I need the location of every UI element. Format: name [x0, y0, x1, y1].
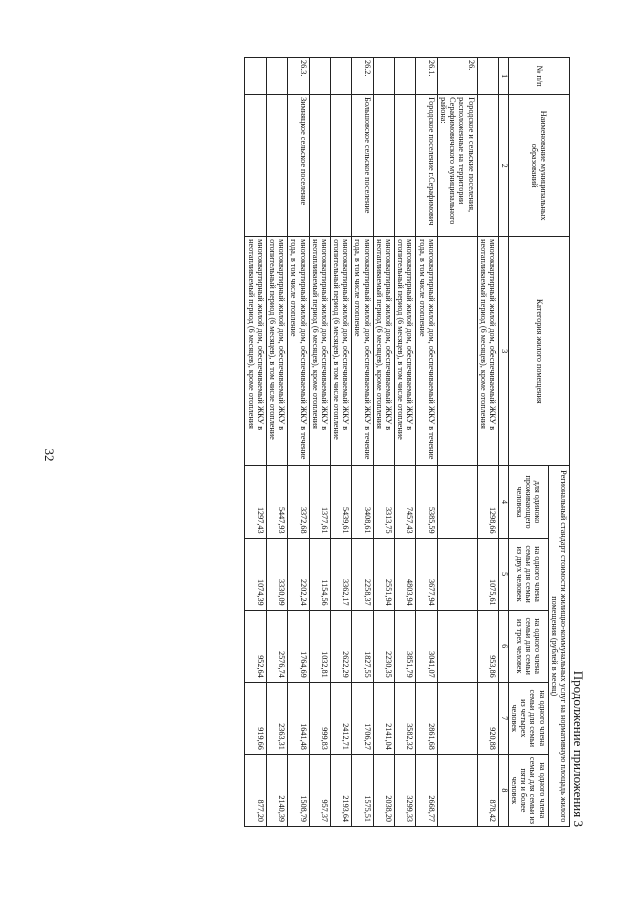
cost-value: 3582,32 [395, 682, 416, 754]
table-row [288, 58, 309, 827]
cost-value: 5439,61 [330, 466, 351, 538]
row-number: 26.2. [352, 58, 373, 95]
rotated-document-page [90, 57, 590, 827]
cost-value: 3408,61 [352, 466, 373, 538]
cost-value: 1032,81 [309, 610, 330, 682]
cost-value: 2363,31 [266, 682, 287, 754]
cost-value: 1706,27 [352, 682, 373, 754]
cost-value: 2668,77 [416, 754, 437, 826]
page-number: 32 [42, 448, 57, 462]
cost-value: 920,88 [477, 682, 498, 754]
cost-value: 2861,68 [416, 682, 437, 754]
header-standard: Региональный стандарт стоимости жилищно-коммунальных услуг на нормативную площадь жилого помещения (рублей в месяц) [548, 466, 569, 827]
housing-category: многоквартирный жилой дом, обеспечиваемый ЖКУ в течение года, в том числе отопление [416, 237, 437, 466]
table-body [245, 58, 499, 827]
col-number: 5 [498, 538, 508, 610]
row-number [245, 58, 266, 95]
cost-value: 2230,35 [373, 610, 394, 682]
housing-category: многоквартирный жилой дом, обеспечиваемый ЖКУ в течение года, в том числе отопление [288, 237, 309, 466]
cost-value: 2141,04 [373, 682, 394, 754]
col-number: 1 [498, 58, 508, 95]
municipality-name [477, 95, 498, 237]
appendix-note: Продолжение приложения 3 [571, 670, 586, 827]
cost-value: 1641,48 [288, 682, 309, 754]
municipality-name [373, 95, 394, 237]
cost-value: 957,37 [309, 754, 330, 826]
municipality-name: Зимняцкое сельское поселение [288, 95, 309, 237]
cost-value: 3362,17 [330, 538, 351, 610]
municipality-name [330, 95, 351, 237]
header-family-4: на одного члена семьи для семьи из четырех человек [508, 682, 548, 754]
cost-value [437, 610, 477, 682]
cost-value: 1298,66 [477, 466, 498, 538]
cost-value: 3851,79 [395, 610, 416, 682]
row-number: 26.3. [288, 58, 309, 95]
municipality-name [245, 95, 266, 237]
municipality-name: Большовское сельское поселение [352, 95, 373, 237]
cost-value: 2576,74 [266, 610, 287, 682]
cost-value: 5385,59 [416, 466, 437, 538]
cost-value: 2038,20 [373, 754, 394, 826]
table-row [437, 58, 477, 827]
table-row [266, 58, 287, 827]
table-row [352, 58, 373, 827]
cost-value: 1297,43 [245, 466, 266, 538]
cost-value: 2622,29 [330, 610, 351, 682]
cost-value: 1377,61 [309, 466, 330, 538]
cost-value: 1508,79 [288, 754, 309, 826]
table-row [245, 58, 266, 827]
cost-value: 2412,71 [330, 682, 351, 754]
cost-value: 3313,75 [373, 466, 394, 538]
col-number: 3 [498, 237, 508, 466]
header-family-3: на одного члена семьи для семьи из трех человек [508, 610, 548, 682]
header-family-5: на одного члена семьи для семьи из пяти и более человек [508, 754, 548, 826]
col-number: 6 [498, 610, 508, 682]
header-row-1 [548, 58, 569, 827]
cost-value: 2551,94 [373, 538, 394, 610]
housing-category [437, 237, 477, 466]
housing-category: многоквартирный жилой дом, обеспечиваемый ЖКУ в отопительный период (6 месяцев), в том числе отопление [395, 237, 416, 466]
cost-value: 1075,61 [477, 538, 498, 610]
cost-value [437, 754, 477, 826]
housing-category: многоквартирный жилой дом, обеспечиваемый ЖКУ в отопительный период (6 месяцев), в том числе отопление [330, 237, 351, 466]
cost-value: 1764,69 [288, 610, 309, 682]
row-number [477, 58, 498, 95]
cost-value: 7457,43 [395, 466, 416, 538]
housing-category: многоквартирный жилой дом, обеспечиваемый ЖКУ в течение года, в том числе отопление [352, 237, 373, 466]
col-number: 4 [498, 466, 508, 538]
cost-value [437, 682, 477, 754]
row-number [266, 58, 287, 95]
cost-value [437, 466, 477, 538]
cost-value: 1575,51 [352, 754, 373, 826]
header-no: № п/п [508, 58, 569, 95]
row-number [309, 58, 330, 95]
cost-value: 999,83 [309, 682, 330, 754]
cost-value: 953,86 [477, 610, 498, 682]
municipality-name [309, 95, 330, 237]
cost-value: 877,20 [245, 754, 266, 826]
cost-value: 1074,39 [245, 538, 266, 610]
table-row [330, 58, 351, 827]
municipality-name: Городское поселение г.Серафимович [416, 95, 437, 237]
cost-value: 5447,93 [266, 466, 287, 538]
cost-value: 4803,94 [395, 538, 416, 610]
cost-value: 2202,24 [288, 538, 309, 610]
header-name: Наименование муниципальных образований [508, 95, 569, 237]
column-number-row [498, 58, 508, 827]
housing-category: многоквартирный жилой дом, обеспечиваемый ЖКУ в неотапливаемый период (6 месяцев), кроме отопления [373, 237, 394, 466]
cost-value: 3372,68 [288, 466, 309, 538]
cost-value: 919,66 [245, 682, 266, 754]
cost-value: 3330,09 [266, 538, 287, 610]
cost-value: 3677,94 [416, 538, 437, 610]
cost-value: 2193,64 [330, 754, 351, 826]
cost-value [437, 538, 477, 610]
cost-value: 952,64 [245, 610, 266, 682]
table-row [309, 58, 330, 827]
header-single: для одиноко проживающего человека [508, 466, 548, 538]
housing-category: многоквартирный жилой дом, обеспечиваемый ЖКУ в неотапливаемый период (6 месяцев), кроме отопления [309, 237, 330, 466]
municipality-name [266, 95, 287, 237]
col-number: 8 [498, 754, 508, 826]
cost-value: 878,42 [477, 754, 498, 826]
col-number: 7 [498, 682, 508, 754]
col-number: 2 [498, 95, 508, 237]
table-row [395, 58, 416, 827]
cost-value: 3041,07 [416, 610, 437, 682]
row-number [330, 58, 351, 95]
municipality-name [395, 95, 416, 237]
cost-value: 2258,37 [352, 538, 373, 610]
housing-category: многоквартирный жилой дом, обеспечиваемый ЖКУ в отопительный период (6 месяцев), в том числе отопление [266, 237, 287, 466]
cost-value: 2140,39 [266, 754, 287, 826]
cost-standard-table [244, 57, 570, 827]
housing-category: многоквартирный жилой дом, обеспечиваемый ЖКУ в неотапливаемый период (6 месяцев), кроме отопления [245, 237, 266, 466]
cost-value: 1827,55 [352, 610, 373, 682]
row-number [395, 58, 416, 95]
header-family-2: на одного члена семьи для семьи из двух человек [508, 538, 548, 610]
housing-category: многоквартирный жилой дом, обеспечиваемый ЖКУ в неотапливаемый период (6 месяцев), кроме отопления [477, 237, 498, 466]
row-number: 26.1. [416, 58, 437, 95]
cost-value: 3299,33 [395, 754, 416, 826]
cost-value: 1154,56 [309, 538, 330, 610]
row-number [373, 58, 394, 95]
row-number: 26. [437, 58, 477, 95]
table-row [477, 58, 498, 827]
header-category: Категория жилого помещения [508, 237, 569, 466]
table-row [373, 58, 394, 827]
table-row [416, 58, 437, 827]
municipality-name: Городское и сельские поселения, расположенные на территории Серафимовичского муниципального района: [437, 95, 477, 237]
